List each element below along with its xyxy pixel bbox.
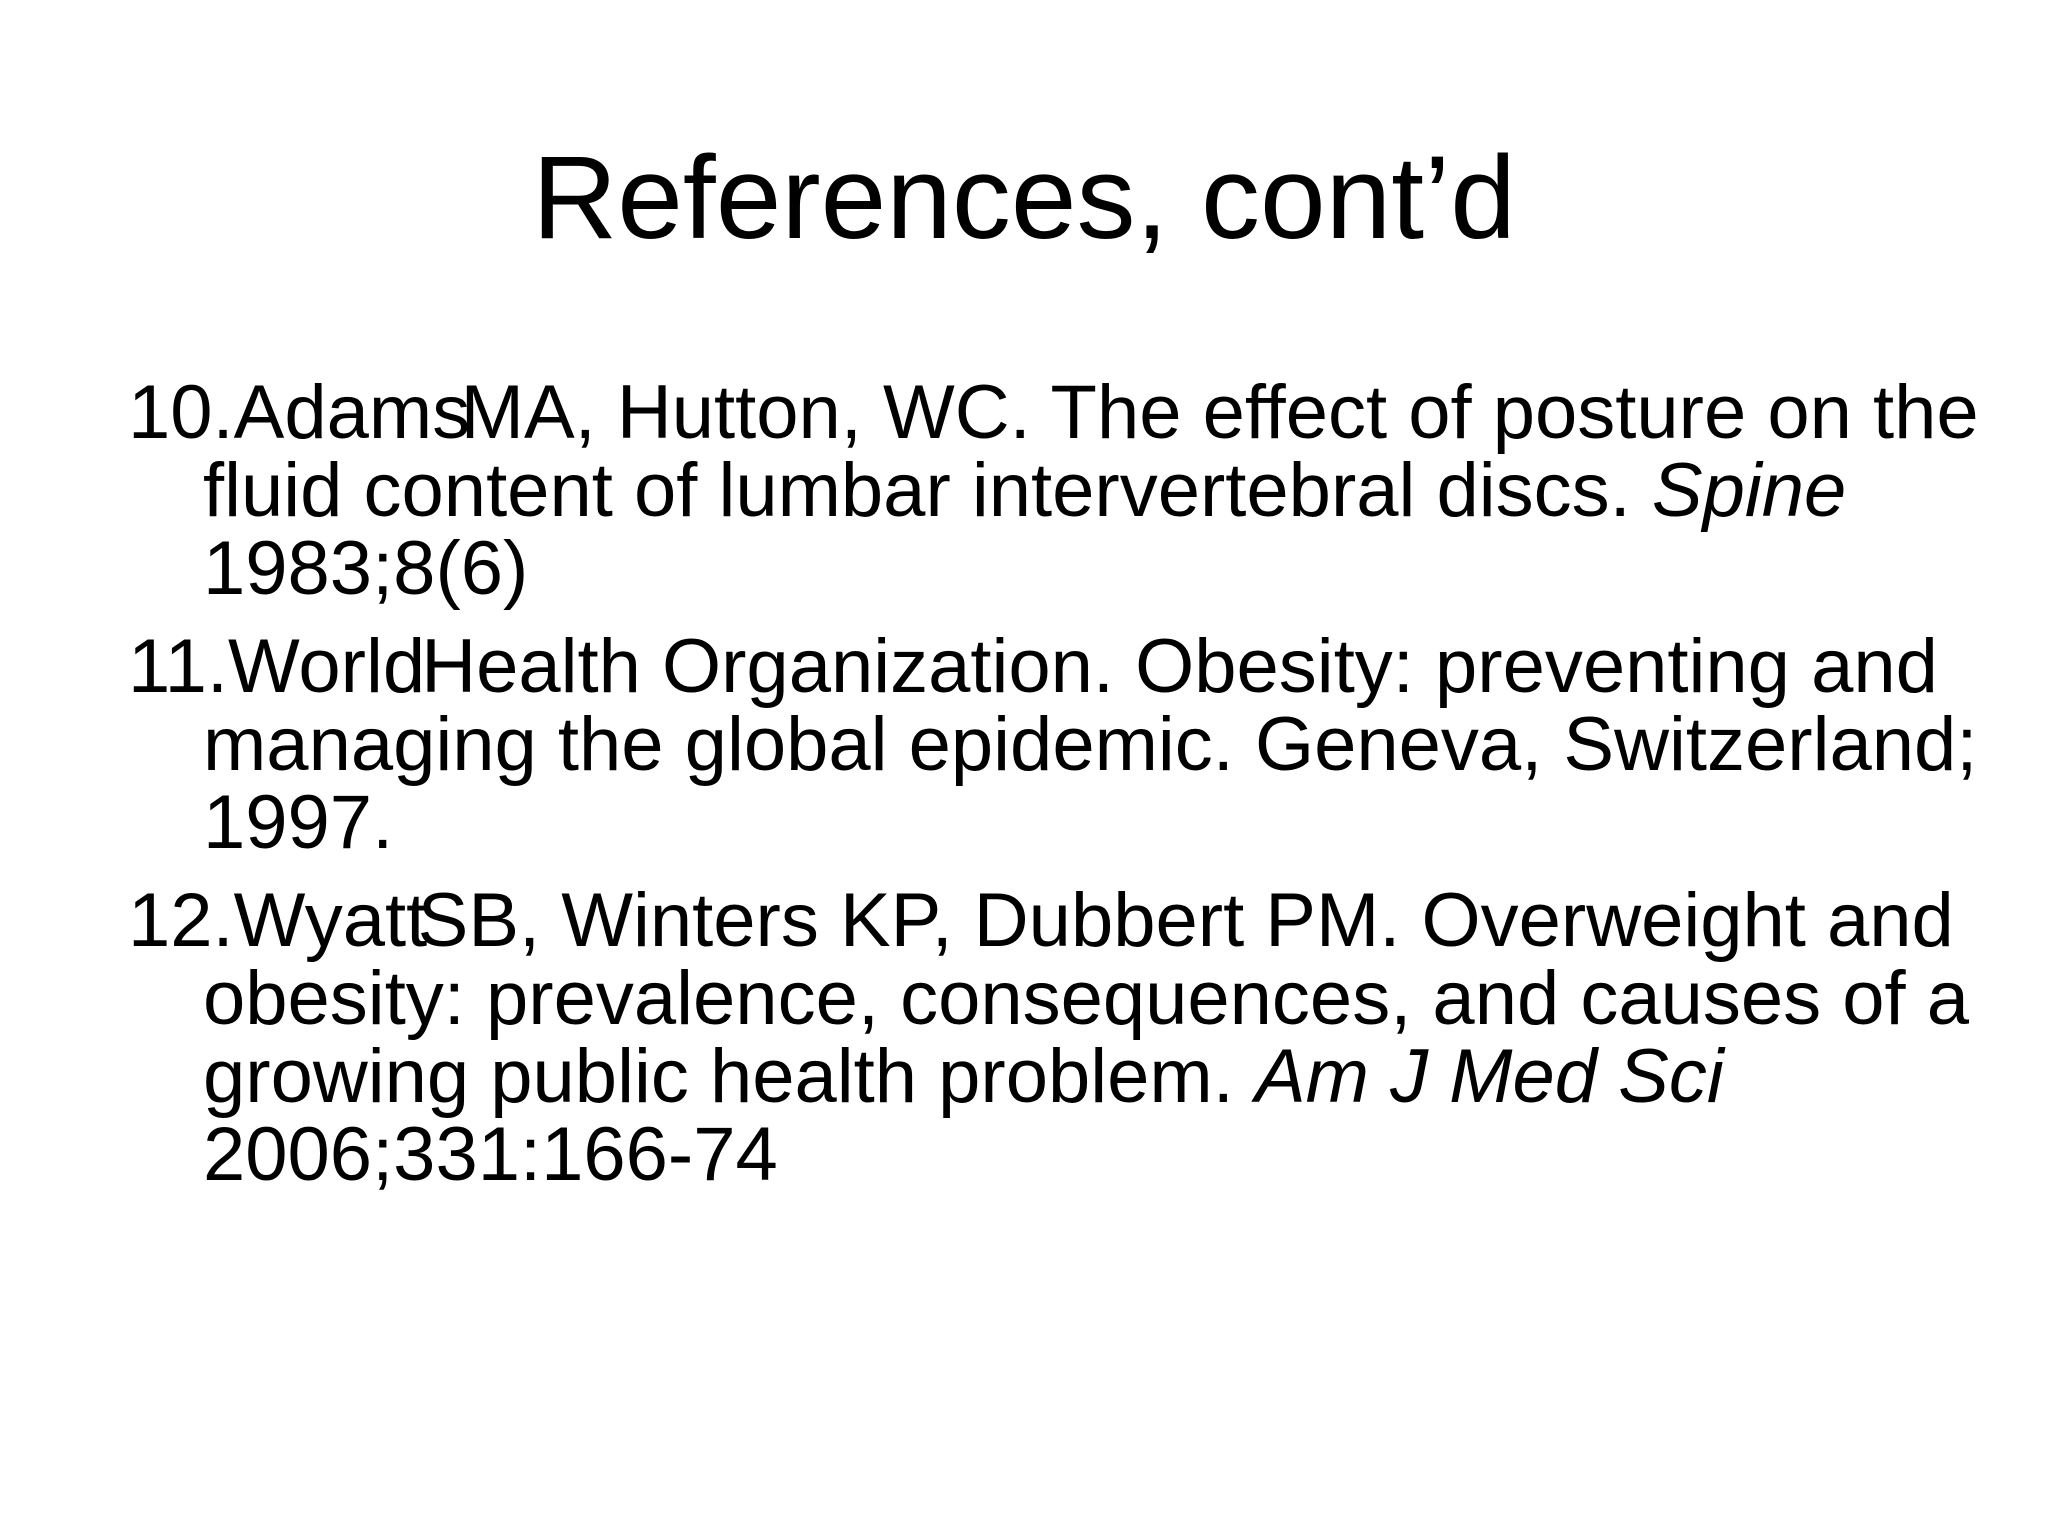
reference-citation: 1983;8(6) [203,526,529,611]
reference-item [128,370,1988,611]
reference-journal: Am J Med Sci [1254,1034,1724,1119]
reference-item [128,878,1988,1197]
slide-title: References, cont’d [532,132,1516,264]
reference-number-label [128,370,471,455]
reference-number: 12. [128,878,234,963]
reference-body: SB, Winters KP, Dubbert PM. Overweight and obesity: prevalence, consequences, and causes of a growing public health problem. [203,878,1970,1119]
reference-item [128,624,1988,865]
reference-first-word: Adams [233,370,471,455]
reference-text [203,878,1969,1197]
reference-number-label [128,878,428,963]
reference-number-label [128,624,426,709]
reference-body: Health Organization. Obesity: preventing and managing the global epidemic. Geneva, Switzerland; 1997. [203,624,1978,865]
reference-list [128,370,1988,1214]
reference-body: MA, Hutton, WC. The effect of posture on the fluid content of lumbar intervertebral discs. [203,370,1979,533]
reference-journal: Spine [1651,448,1847,533]
reference-citation: 2006;331:166-74 [203,1112,778,1197]
reference-first-word: Wyatt [233,878,428,963]
reference-first-word: World [228,624,426,709]
reference-number: 11. [128,624,229,709]
reference-text [203,624,1977,865]
reference-number: 10. [128,370,234,455]
